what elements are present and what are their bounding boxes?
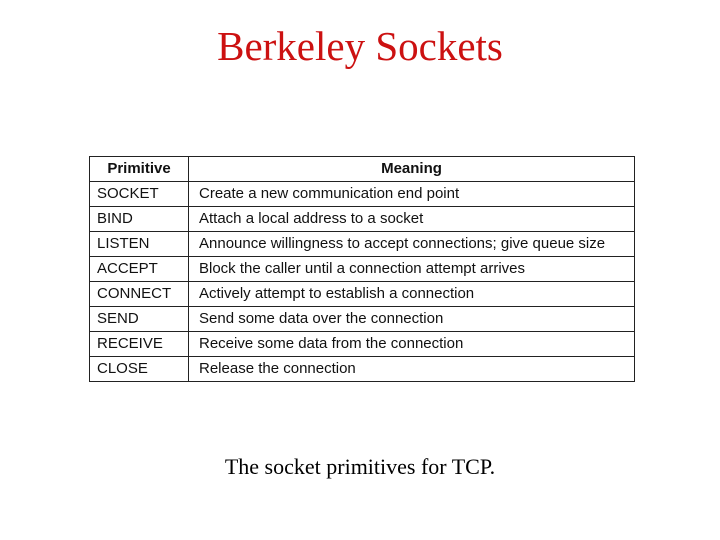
table-row — [90, 182, 635, 207]
column-header-meaning: Meaning — [189, 157, 635, 182]
meaning-cell: Create a new communication end point — [189, 182, 635, 207]
meaning-cell: Attach a local address to a socket — [189, 207, 635, 232]
primitive-cell: ACCEPT — [90, 257, 189, 282]
meaning-cell: Announce willingness to accept connections; give queue size — [189, 232, 635, 257]
table-row — [90, 282, 635, 307]
meaning-cell: Release the connection — [189, 357, 635, 382]
meaning-cell: Actively attempt to establish a connection — [189, 282, 635, 307]
slide-title: Berkeley Sockets — [217, 23, 503, 69]
primitive-cell: SEND — [90, 307, 189, 332]
table-row — [90, 307, 635, 332]
table-row — [90, 332, 635, 357]
table-row — [90, 257, 635, 282]
meaning-cell: Receive some data from the connection — [189, 332, 635, 357]
table-header-row — [90, 157, 635, 182]
table-row — [90, 357, 635, 382]
meaning-cell: Block the caller until a connection attempt arrives — [189, 257, 635, 282]
primitive-cell: LISTEN — [90, 232, 189, 257]
primitive-cell: BIND — [90, 207, 189, 232]
table-caption: The socket primitives for TCP. — [224, 454, 496, 479]
column-header-primitive: Primitive — [90, 157, 189, 182]
table-row — [90, 232, 635, 257]
primitive-cell: CONNECT — [90, 282, 189, 307]
socket-primitives-table — [89, 156, 635, 382]
primitive-cell: RECEIVE — [90, 332, 189, 357]
table-row — [90, 207, 635, 232]
primitive-cell: SOCKET — [90, 182, 189, 207]
primitive-cell: CLOSE — [90, 357, 189, 382]
meaning-cell: Send some data over the connection — [189, 307, 635, 332]
